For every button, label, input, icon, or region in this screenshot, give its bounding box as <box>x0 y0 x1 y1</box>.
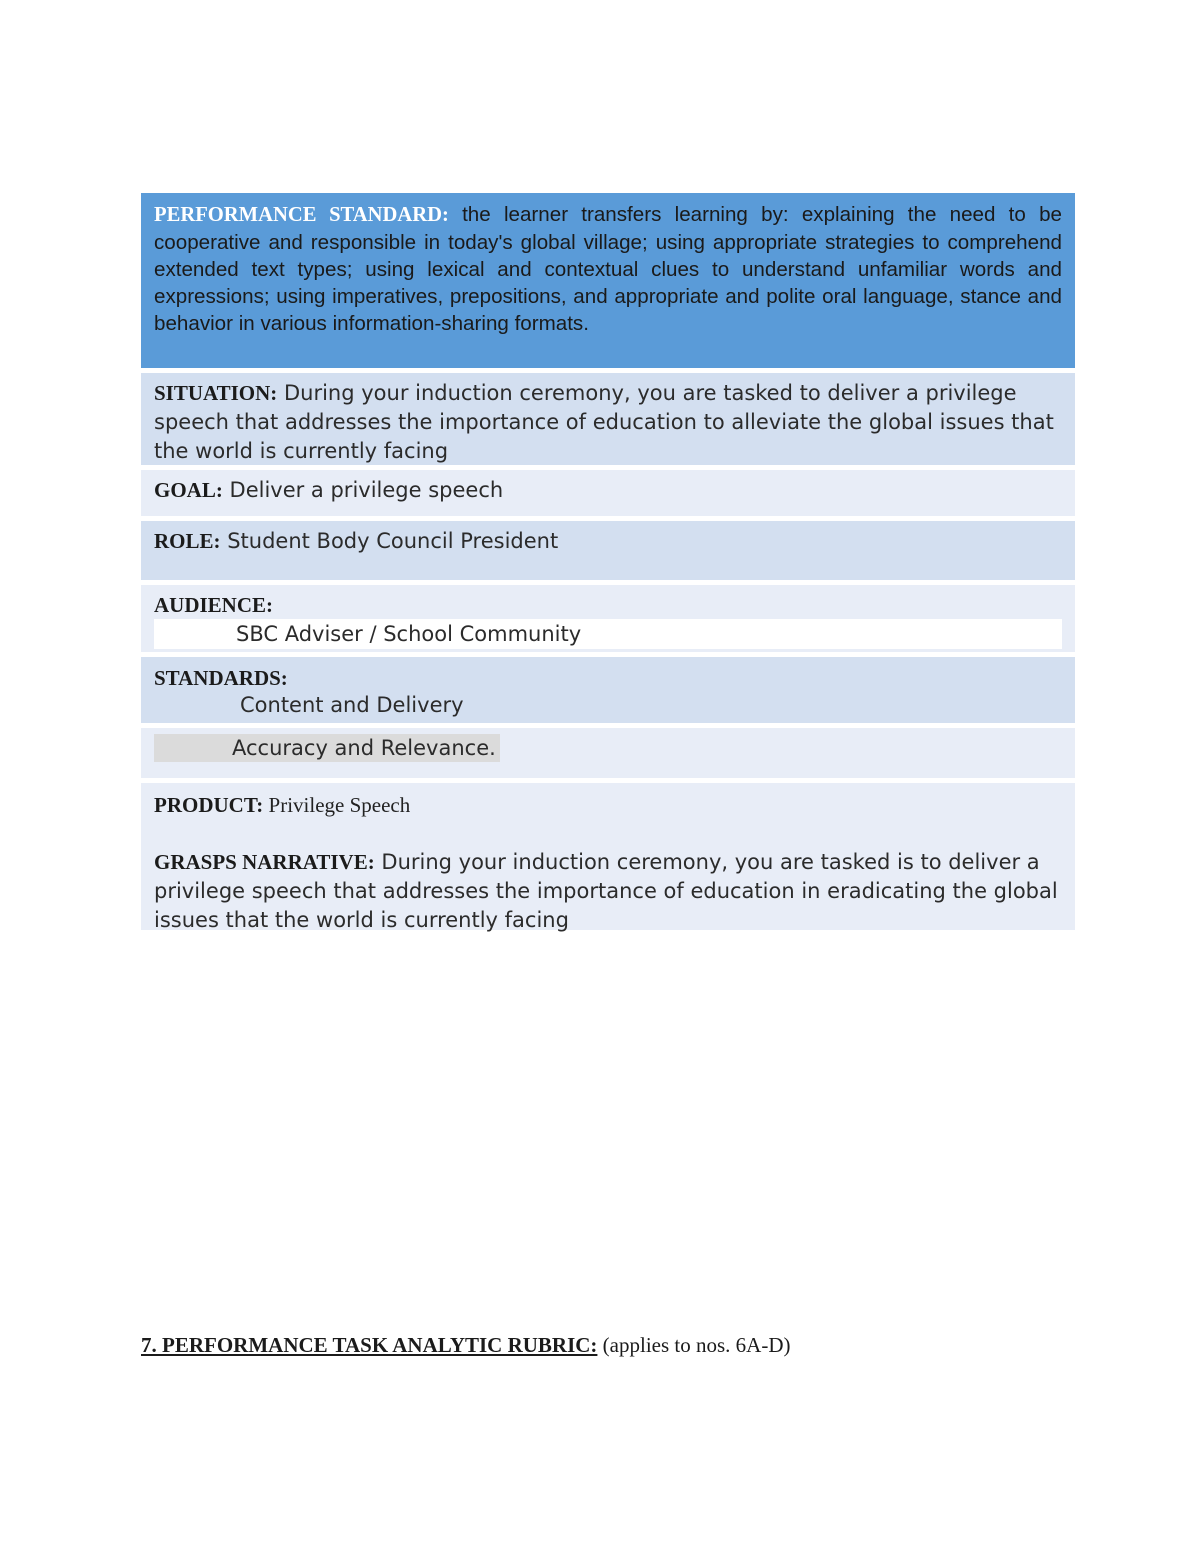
audience-text: SBC Adviser / School Community <box>154 619 1062 649</box>
role-label: ROLE: <box>154 529 221 553</box>
spacer <box>154 821 1062 849</box>
rubric-heading-title: 7. PERFORMANCE TASK ANALYTIC RUBRIC: <box>141 1333 598 1357</box>
product-line <box>154 792 1062 821</box>
grasps-narrative <box>154 849 1062 936</box>
rubric-heading <box>141 1333 790 1358</box>
goal-row <box>141 470 1075 516</box>
product-label: PRODUCT: <box>154 793 264 817</box>
role-text: Student Body Council President <box>220 529 559 553</box>
rubric-heading-note: (applies to nos. 6A-D) <box>597 1333 791 1357</box>
audience-row <box>141 585 1075 652</box>
grasps-table <box>141 193 1075 930</box>
performance-standard-text: the learner transfers learning by: explaining the need to be cooperative and responsible in today's global village; using appropriate strategies to comprehend extended text types; using lexical and contextual clues to understand unfamiliar words and expressions; using imperatives, prepositions, and appropriate and polite oral language, stance and behavior in various information-sharing formats. <box>154 203 1062 335</box>
goal-label: GOAL: <box>154 478 223 502</box>
standards-item-content: Content and Delivery <box>240 693 464 717</box>
product-text: Privilege Speech <box>263 793 411 817</box>
standards-row <box>141 657 1075 723</box>
performance-standard-row <box>141 193 1075 368</box>
goal-text: Deliver a privilege speech <box>222 478 504 502</box>
situation-row <box>141 373 1075 465</box>
grasps-label: GRASPS NARRATIVE: <box>154 850 375 874</box>
situation-text: During your induction ceremony, you are tasked to deliver a privilege speech that addresses the importance of education to alleviate the global issues that the world is currently facing <box>154 381 1054 463</box>
role-row <box>141 521 1075 580</box>
product-row <box>141 783 1075 930</box>
standards-accuracy-row <box>141 728 1075 778</box>
standards-item-accuracy: Accuracy and Relevance. <box>154 734 500 762</box>
standards-label: STANDARDS: <box>154 666 288 690</box>
audience-label: AUDIENCE: <box>154 593 274 617</box>
performance-standard-label: PERFORMANCE STANDARD: <box>154 204 449 226</box>
situation-label: SITUATION: <box>154 381 278 405</box>
grasps-text: During your induction ceremony, you are tasked is to deliver a privilege speech that addresses the importance of education in eradicating the global issues that the world is currently facing <box>154 850 1058 932</box>
